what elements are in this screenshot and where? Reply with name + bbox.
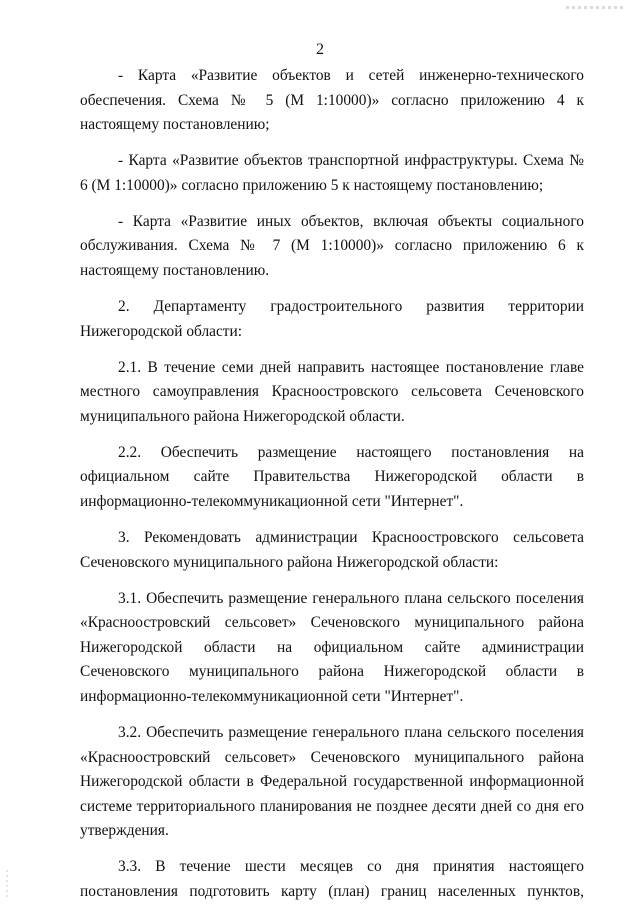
- paragraph-item-3: 3. Рекомендовать администрации Красноостровского сельсовета Сеченовского муниципального района Нижегородской области:: [80, 529, 584, 571]
- paragraph-item-3-1: 3.1. Обеспечить размещение генерального плана сельского поселения «Красноостровский сельсовет» Сеченовского муниципального района Нижегородской области на официальном сайте администрации Сеченовского муниципального района Нижегородской области в информационно-телекоммуникационной сети "Интернет".: [80, 589, 584, 705]
- paragraph-map-transport: - Карта «Развитие объектов транспортной инфраструктуры. Схема № 6 (М 1:10000)» согласно приложению 5 к настоящему постановлению;: [80, 152, 584, 194]
- paragraph-item-2: 2. Департаменту градостроительного развития территории Нижегородской области:: [80, 298, 584, 340]
- paragraph-item-2-2: 2.2. Обеспечить размещение настоящего постановления на официальном сайте Правительства Нижегородской области в информационно-телекоммуникационной сети "Интернет".: [80, 443, 584, 510]
- paragraph-item-2-1: 2.1. В течение семи дней направить настоящее постановление главе местного самоуправления Красноостровского сельсовета Сеченовского муниципального района Нижегородской области.: [80, 358, 584, 425]
- scan-artifact-top: [566, 6, 626, 9]
- page-number: 2: [316, 41, 324, 58]
- paragraph-item-3-3: 3.3. В течение шести месяцев со дня принятия настоящего постановления подготовить карту (план) границ населенных пунктов,: [80, 858, 584, 900]
- scan-artifact-left: [6, 870, 8, 898]
- paragraph-map-social: - Карта «Развитие иных объектов, включая объекты социального обслуживания. Схема № 7 (М 1:10000)» согласно приложению 6 к настоящему постановлению.: [80, 212, 584, 279]
- paragraph-map-engineering: - Карта «Развитие объектов и сетей инженерно-технического обеспечения. Схема № 5 (М 1:10000)» согласно приложению 4 к настоящему постановлению;: [80, 67, 584, 133]
- paragraph-item-3-2: 3.2. Обеспечить размещение генерального плана сельского поселения «Красноостровский сельсовет» Сеченовского муниципального района Нижегородской области в Федеральной государственной информационной системе территориального планирования не позднее десяти дней со дня его утверждения.: [80, 724, 584, 839]
- document-body: [80, 64, 584, 904]
